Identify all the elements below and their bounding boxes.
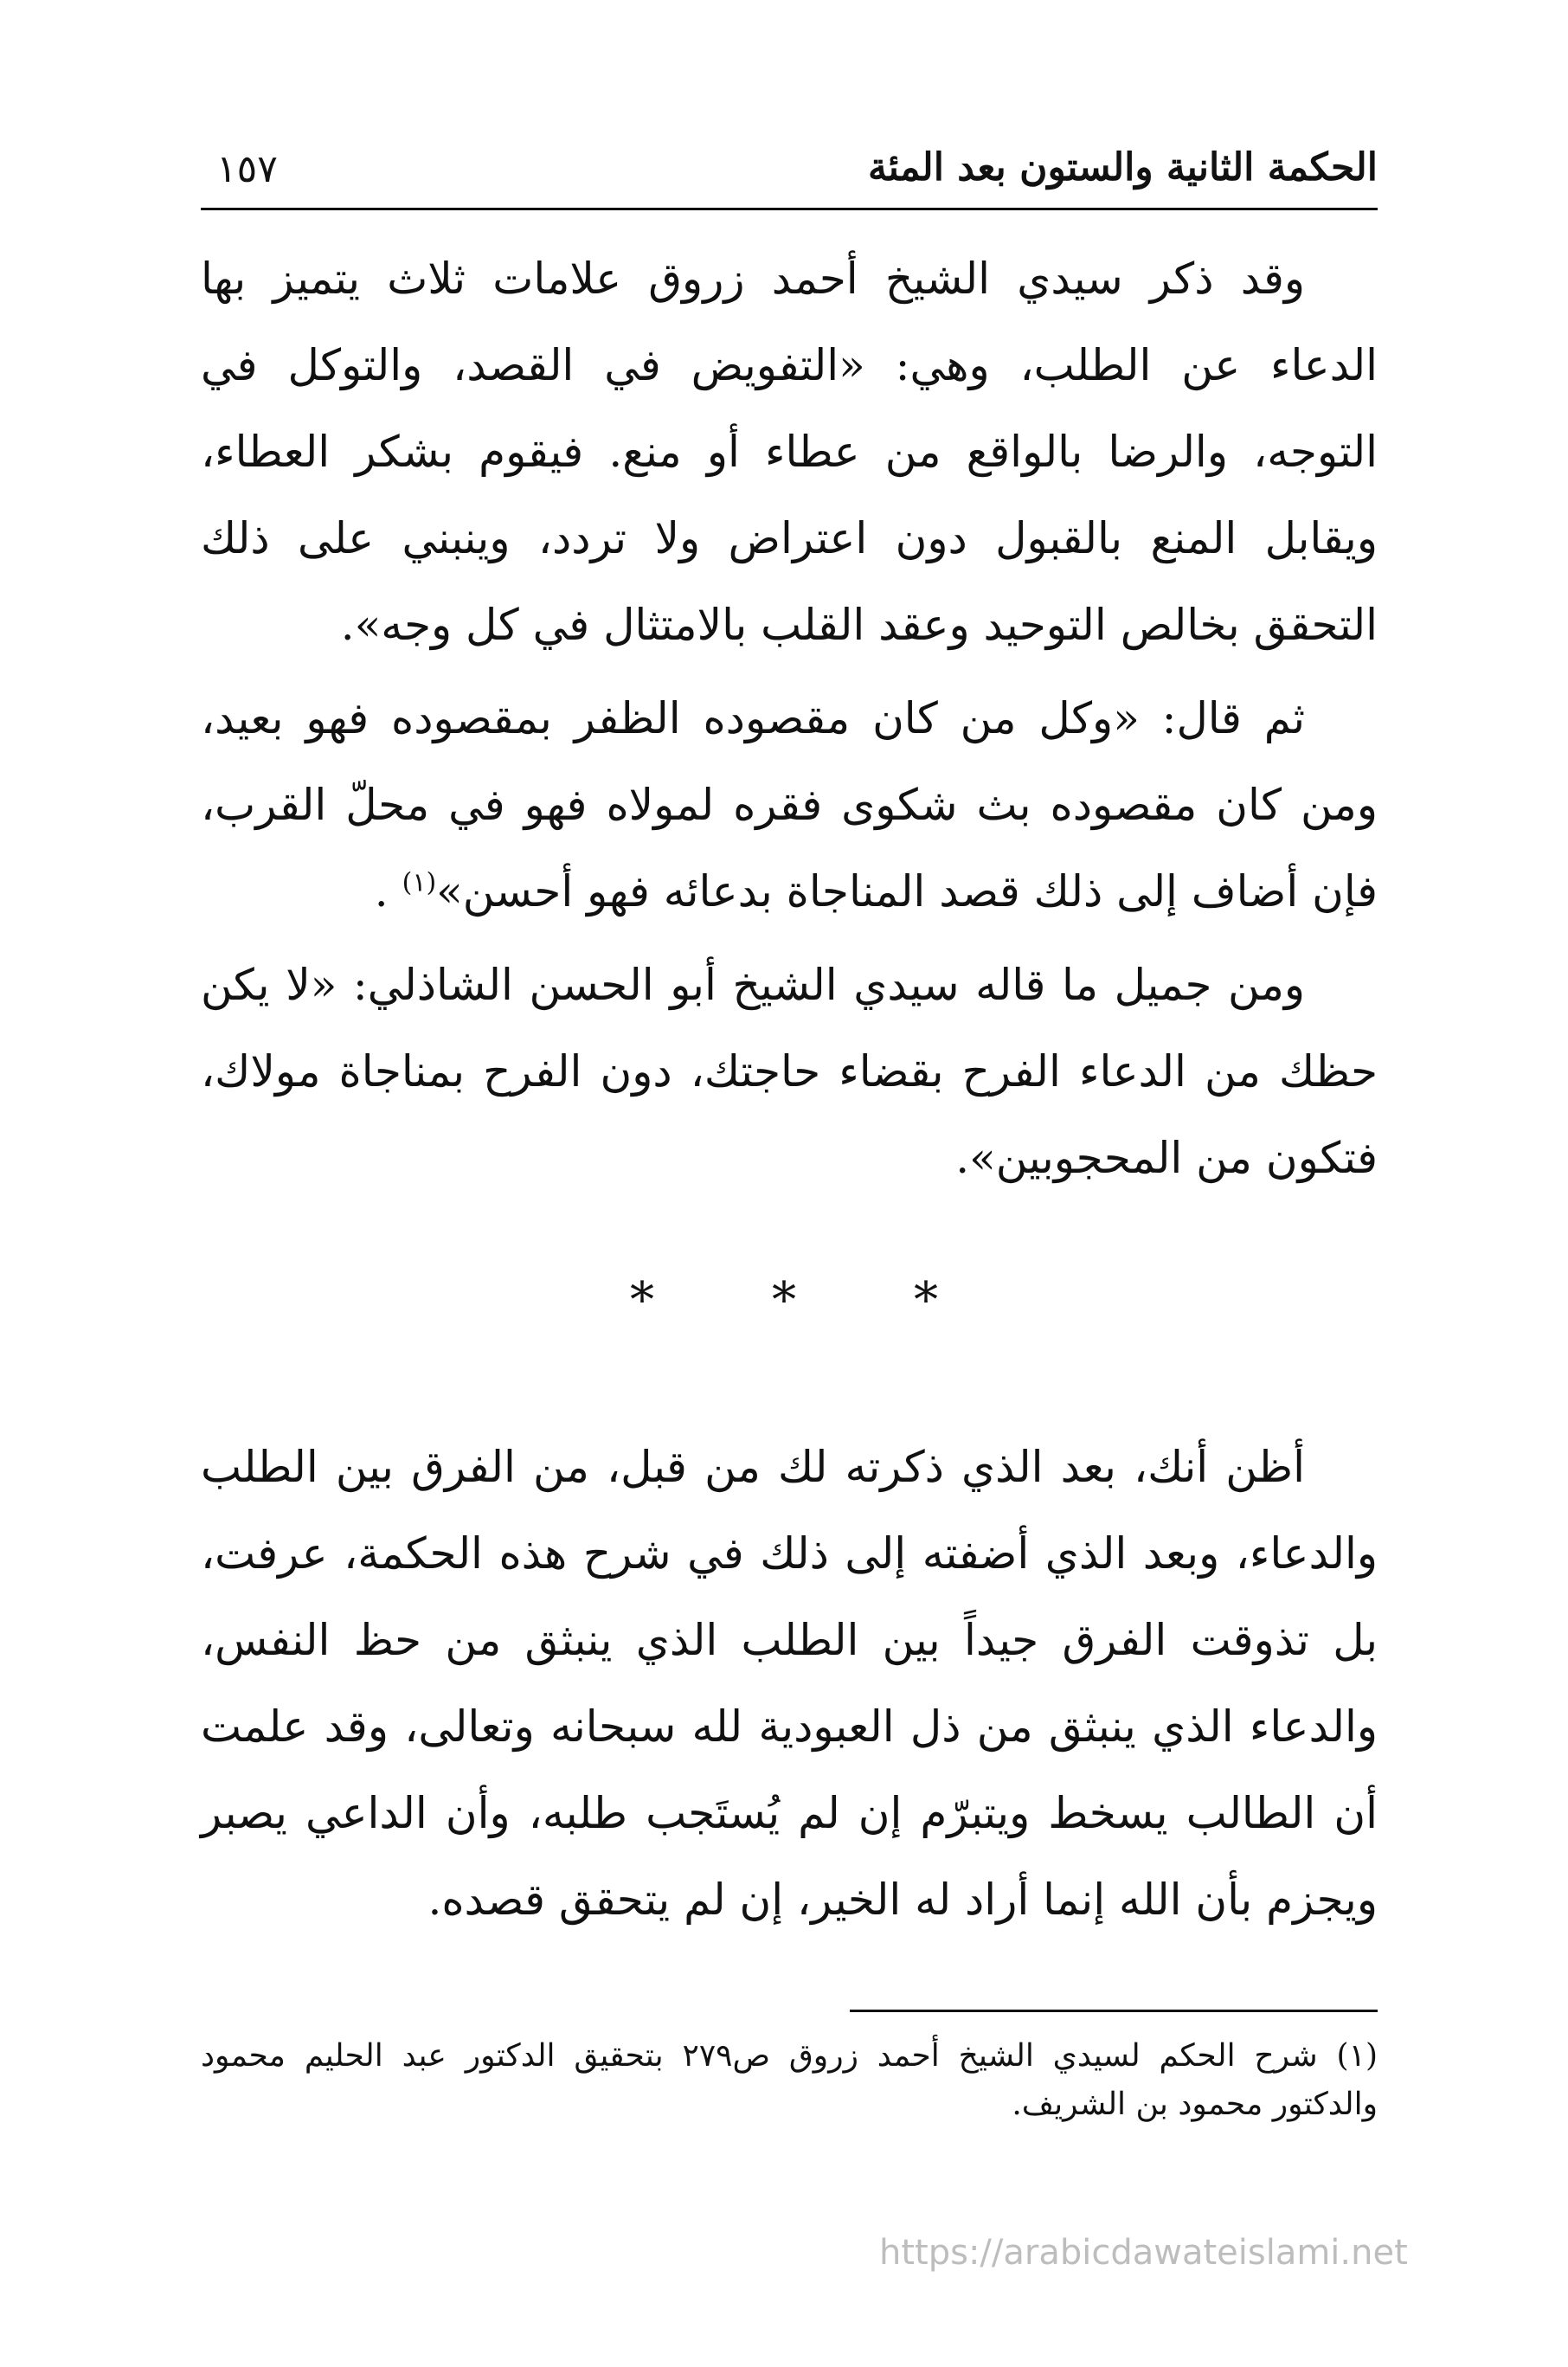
footnote-divider xyxy=(850,2010,1378,2012)
separator-star: * xyxy=(630,1272,654,1328)
paragraph-text: ثم قال: «وكل من كان مقصوده الظفر بمقصوده فهو بعيد، ومن كان مقصوده بث شكوى فقره لمولاه فهو في محلّ القرب، فإن أضاف إلى ذلك قصد المناجاة بدعائه فهو أحسن» xyxy=(201,693,1378,917)
footnote-reference: (١) xyxy=(402,867,437,898)
paragraph-with-footnote xyxy=(201,675,1378,935)
paragraph: وقد ذكر سيدي الشيخ أحمد زروق علامات ثلاث يتميز بها الدعاء عن الطلب، وهي: «التفويض في القصد، والتوكل في التوجه، والرضا بالواقع من عطاء أو منع. فيقوم بشكر العطاء، ويقابل المنع بالقبول دون اعتراض ولا تردد، وينبني على ذلك التحقق بخالص التوحيد وعقد القلب بالامتثال في كل وجه». xyxy=(201,254,1378,650)
chapter-title: الحكمة الثانية والستون بعد المئة xyxy=(867,145,1378,190)
separator-star: * xyxy=(772,1272,796,1328)
watermark-url: https://arabicdawateislami.net xyxy=(879,2233,1408,2273)
footnote-text: (١) شرح الحكم لسيدي الشيخ أحمد زروق ص٢٧٩ بتحقيق الدكتور عبد الحليم محمود والدكتور محمود بن الشريف. xyxy=(201,2038,1378,2122)
footnote xyxy=(201,2032,1378,2129)
section-separator xyxy=(0,1272,1568,1341)
page-number: ١٥٧ xyxy=(216,147,278,191)
paragraph: ومن جميل ما قاله سيدي الشيخ أبو الحسن الشاذلي: «لا يكن حظك من الدعاء الفرح بقضاء حاجتك، دون الفرح بمناجاة مولاك، فتكون من المحجوبين». xyxy=(201,960,1378,1183)
body-text-bottom xyxy=(201,1424,1378,1943)
paragraph-end-mark: . xyxy=(374,866,389,917)
running-header xyxy=(201,138,1378,210)
separator-star: * xyxy=(914,1272,938,1328)
paragraph: أظن أنك، بعد الذي ذكرته لك من قبل، من الفرق بين الطلب والدعاء، وبعد الذي أضفته إلى ذلك في شرح هذه الحكمة، عرفت، بل تذوقت الفرق جيداً بين الطلب الذي ينبثق من حظ النفس، والدعاء الذي ينبثق من ذل العبودية لله سبحانه وتعالى، وقد علمت أن الطالب يسخط ويتبرّم إن لم يُستَجب طلبه، وأن الداعي يصبر ويجزم بأن الله إنما أراد له الخير، إن لم يتحقق قصده. xyxy=(201,1442,1378,1925)
body-text-top xyxy=(201,235,1378,1201)
